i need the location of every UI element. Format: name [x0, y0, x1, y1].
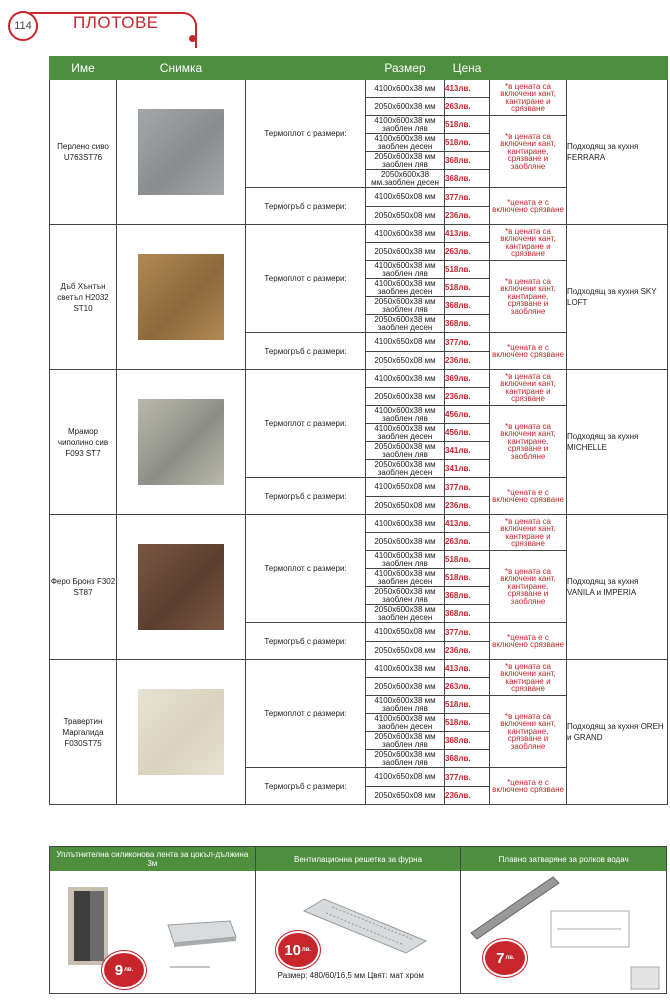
size-cell: 4100x650x08 мм: [366, 768, 445, 787]
price-value: 341: [445, 464, 459, 473]
table-row: [50, 660, 668, 678]
currency: лв.: [458, 573, 471, 582]
currency: лв.: [458, 138, 471, 147]
price-note: *цената е с включено срязване: [490, 768, 567, 805]
price-value: 368: [445, 174, 459, 183]
currency: лв.: [458, 754, 471, 763]
price-cell: [445, 478, 490, 497]
price-cell: [445, 225, 490, 243]
termogrub-label: Термогръб с размери:: [246, 478, 366, 515]
price-note: *в цената са включени кант, кантиране и срязване: [490, 660, 567, 696]
currency: лв.: [458, 392, 471, 401]
accessory-caption: Размер: 480/60/16,5 мм Цвят: мат хром: [277, 971, 424, 980]
price-cell: [445, 515, 490, 533]
size-cell: 2050x600x38 мм заоблен ляв: [366, 587, 445, 605]
price-cell: [445, 551, 490, 569]
currency: лв.: [458, 247, 471, 256]
material-swatch: [138, 399, 224, 485]
price-value: 368: [445, 591, 459, 600]
currency: лв.: [458, 356, 471, 365]
price-cell: [445, 388, 490, 406]
price-value: 236: [445, 791, 459, 800]
price-value: 518: [445, 120, 459, 129]
size-cell: 2050x600x38 мм заоблен ляв: [366, 750, 445, 768]
price-cell: [445, 297, 490, 315]
kitchen-compat: Подходящ за кухня FERRARA: [567, 80, 668, 225]
currency: лв.: [458, 120, 471, 129]
price-value: 368: [445, 156, 459, 165]
col-price: Цена: [445, 57, 490, 80]
size-cell: 2050x600x38 мм заоблен десен: [366, 605, 445, 623]
accessory-title: Плавно затваряне за ролков водач: [461, 847, 666, 871]
page-title: ПЛОТОВЕ: [73, 13, 159, 32]
currency: лв.: [458, 682, 471, 691]
size-cell: 4100x600x38 мм заоблен десен: [366, 714, 445, 732]
product-image: [117, 660, 246, 805]
price-cell: [445, 442, 490, 460]
product-name: Мрамор чиполино сив F093 ST7: [50, 370, 117, 515]
price-value: 377: [445, 192, 459, 202]
price-note: *в цената са включени кант, кантиране и срязване: [490, 225, 567, 261]
price-value: 236: [445, 392, 459, 401]
size-cell: 4100x600x38 мм: [366, 225, 445, 243]
price-cell: [445, 660, 490, 678]
size-cell: 2050x650x08 мм: [366, 642, 445, 660]
price-note: *в цената са включени кант, кантиране и срязване: [490, 370, 567, 406]
price-cell: [445, 152, 490, 170]
price-cell: [445, 98, 490, 116]
size-cell: 4100x650x08 мм: [366, 478, 445, 497]
currency: лв.: [458, 211, 471, 220]
kitchen-compat: Подходящ за кухня VANILA и IMPERIA: [567, 515, 668, 660]
termoplot-label: Термоплот с размери:: [246, 515, 366, 623]
price-cell: [445, 605, 490, 623]
size-cell: 2050x600x38 мм: [366, 533, 445, 551]
price-value: 518: [445, 700, 459, 709]
product-name: Перлено сиво U763ST76: [50, 80, 117, 225]
product-image: [117, 225, 246, 370]
price-value: 236: [445, 646, 459, 655]
price-cell: [445, 569, 490, 587]
currency: лв.: [458, 84, 471, 93]
size-cell: 2050x600x38 мм заоблен ляв: [366, 297, 445, 315]
termogrub-label: Термогръб с размери:: [246, 623, 366, 660]
price-cell: [445, 207, 490, 225]
table-row: [50, 80, 668, 98]
price-cell: [445, 80, 490, 98]
material-swatch: [138, 254, 224, 340]
price-note: *цената е с включено срязване: [490, 188, 567, 225]
product-image: [117, 370, 246, 515]
price-value: 518: [445, 138, 459, 147]
termoplot-label: Термоплот с размери:: [246, 80, 366, 188]
size-cell: 4100x650x08 мм: [366, 333, 445, 352]
accessory-card: [461, 847, 666, 993]
size-cell: 2050x650x08 мм: [366, 497, 445, 515]
price-value: 263: [445, 537, 459, 546]
size-cell: 2050x600x38 мм: [366, 388, 445, 406]
currency: лв.: [458, 609, 471, 618]
price-value: 368: [445, 736, 459, 745]
page-number: 114: [8, 11, 38, 41]
accessory-title: Вентилационна решетка за фурна: [256, 847, 461, 871]
size-cell: 4100x600x38 мм: [366, 660, 445, 678]
price-value: 368: [445, 319, 459, 328]
currency: лв.: [458, 772, 471, 782]
table-row: [50, 515, 668, 533]
price-cell: [445, 170, 490, 188]
price-value: 263: [445, 247, 459, 256]
price-value: 413: [445, 229, 459, 238]
currency: лв.: [458, 736, 471, 745]
price-note: *в цената са включени кант, кантиране и срязване: [490, 80, 567, 116]
price-value: 263: [445, 102, 459, 111]
currency: лв.: [458, 555, 471, 564]
termoplot-label: Термоплот с размери:: [246, 370, 366, 478]
currency: лв.: [458, 319, 471, 328]
price-cell: [445, 116, 490, 134]
size-cell: 2050x650x08 мм: [366, 207, 445, 225]
currency: лв.: [458, 501, 471, 510]
col-note: [490, 57, 567, 80]
price-cell: [445, 188, 490, 207]
currency: лв.: [458, 718, 471, 727]
size-cell: 4100x600x38 мм заоблен десен: [366, 279, 445, 297]
size-cell: 4100x600x38 мм заоблен ляв: [366, 551, 445, 569]
col-type: [246, 57, 366, 80]
currency: лв.: [458, 646, 471, 655]
currency: лв.: [458, 428, 471, 437]
price-value: 341: [445, 446, 459, 455]
size-cell: 4100x600x38 мм заоблен ляв: [366, 261, 445, 279]
size-cell: 2050x600x38 мм заоблен десен: [366, 315, 445, 333]
accessory-card: [50, 847, 256, 993]
price-value: 413: [445, 519, 459, 528]
price-badge: 9 лв.: [102, 951, 146, 989]
price-cell: [445, 134, 490, 152]
kitchen-compat: Подходящ за кухня MICHELLE: [567, 370, 668, 515]
price-cell: [445, 750, 490, 768]
size-cell: 4100x600x38 мм заоблен ляв: [366, 696, 445, 714]
product-name: Травертин Маргалида F030ST75: [50, 660, 117, 805]
currency: лв.: [458, 482, 471, 492]
price-cell: [445, 460, 490, 478]
size-cell: 4100x600x38 мм: [366, 515, 445, 533]
price-value: 369: [445, 374, 459, 383]
termoplot-label: Термоплот с размери:: [246, 225, 366, 333]
material-swatch: [138, 109, 224, 195]
currency: лв.: [458, 627, 471, 637]
price-cell: [445, 315, 490, 333]
header-dot: [189, 35, 196, 42]
price-value: 263: [445, 682, 459, 691]
price-cell: [445, 352, 490, 370]
price-cell: [445, 497, 490, 515]
size-cell: 2050x600x38 мм заоблен ляв: [366, 152, 445, 170]
price-note: *в цената са включени кант, кантиране, срязване и заобляне: [490, 261, 567, 333]
termoplot-label: Термоплот с размери:: [246, 660, 366, 768]
size-cell: 2050x600x38 мм.заоблен десен: [366, 170, 445, 188]
price-cell: [445, 678, 490, 696]
kitchen-compat: Подходящ за кухня SKY LOFT: [567, 225, 668, 370]
size-cell: 2050x600x38 мм заоблен ляв: [366, 442, 445, 460]
currency: лв.: [458, 301, 471, 310]
currency: лв.: [458, 265, 471, 274]
price-cell: [445, 424, 490, 442]
size-cell: 4100x600x38 мм: [366, 80, 445, 98]
product-image: [117, 515, 246, 660]
accessory-card: [256, 847, 462, 993]
price-value: 518: [445, 573, 459, 582]
currency: лв.: [458, 446, 471, 455]
price-cell: [445, 243, 490, 261]
table-header: [50, 57, 668, 80]
product-image: [117, 80, 246, 225]
size-cell: 2050x650x08 мм: [366, 787, 445, 805]
price-cell: [445, 370, 490, 388]
size-cell: 2050x600x38 мм заоблен десен: [366, 460, 445, 478]
price-value: 377: [445, 627, 459, 637]
price-value: 368: [445, 754, 459, 763]
currency: лв.: [458, 283, 471, 292]
termogrub-label: Термогръб с размери:: [246, 188, 366, 225]
material-swatch: [138, 689, 224, 775]
size-cell: 2050x600x38 мм: [366, 98, 445, 116]
size-cell: 2050x600x38 мм: [366, 678, 445, 696]
size-cell: 4100x600x38 мм: [366, 370, 445, 388]
size-cell: 4100x650x08 мм: [366, 188, 445, 207]
price-note: *цената е с включено срязване: [490, 623, 567, 660]
currency: лв.: [458, 337, 471, 347]
price-value: 377: [445, 482, 459, 492]
price-cell: [445, 406, 490, 424]
size-cell: 2050x650x08 мм: [366, 352, 445, 370]
size-cell: 2050x600x38 мм: [366, 243, 445, 261]
price-value: 236: [445, 356, 459, 365]
price-cell: [445, 714, 490, 732]
currency: лв.: [458, 537, 471, 546]
currency: лв.: [458, 410, 471, 419]
price-cell: [445, 768, 490, 787]
price-note: *цената е с включено срязване: [490, 333, 567, 370]
col-name: Име: [50, 57, 117, 80]
price-cell: [445, 732, 490, 750]
price-note: *в цената са включени кант, кантиране, срязване и заобляне: [490, 696, 567, 768]
price-value: 518: [445, 265, 459, 274]
price-value: 377: [445, 772, 459, 782]
currency: лв.: [458, 591, 471, 600]
price-value: 456: [445, 410, 459, 419]
price-cell: [445, 533, 490, 551]
price-value: 236: [445, 501, 459, 510]
silicone-strip-image: [50, 871, 255, 991]
product-name: Феро Бронз F302 ST87: [50, 515, 117, 660]
currency: лв.: [458, 464, 471, 473]
price-cell: [445, 261, 490, 279]
currency: лв.: [458, 374, 471, 383]
size-cell: 4100x600x38 мм заоблен десен: [366, 424, 445, 442]
currency: лв.: [458, 791, 471, 800]
price-value: 518: [445, 718, 459, 727]
currency: лв.: [458, 156, 471, 165]
price-cell: [445, 279, 490, 297]
price-value: 456: [445, 428, 459, 437]
accessory-title: Уплътнителна силиконова лента за цокъл-дължина 3м: [50, 847, 255, 871]
size-cell: 4100x650x08 мм: [366, 623, 445, 642]
price-note: *в цената са включени кант, кантиране, срязване и заобляне: [490, 116, 567, 188]
price-value: 236: [445, 211, 459, 220]
kitchen-compat: Подходящ за кухня OREH и GRAND: [567, 660, 668, 805]
currency: лв.: [458, 192, 471, 202]
price-value: 377: [445, 337, 459, 347]
col-image: Снимка: [117, 57, 246, 80]
price-cell: [445, 623, 490, 642]
price-cell: [445, 787, 490, 805]
currency: лв.: [458, 174, 471, 183]
col-kitchen: [567, 57, 668, 80]
price-value: 368: [445, 609, 459, 618]
currency: лв.: [458, 519, 471, 528]
col-size: Размер: [366, 57, 445, 80]
termogrub-label: Термогръб с размери:: [246, 333, 366, 370]
price-note: *цената е с включено срязване: [490, 478, 567, 515]
price-note: *в цената са включени кант, кантиране, срязване и заобляне: [490, 406, 567, 478]
price-cell: [445, 587, 490, 605]
size-cell: 4100x600x38 мм заоблен десен: [366, 569, 445, 587]
accessories-panel: [49, 846, 667, 994]
price-note: *в цената са включени кант, кантиране, срязване и заобляне: [490, 551, 567, 623]
size-cell: 4100x600x38 мм заоблен ляв: [366, 406, 445, 424]
table-row: [50, 225, 668, 243]
currency: лв.: [458, 229, 471, 238]
size-cell: 2050x600x38 мм заоблен ляв: [366, 732, 445, 750]
size-cell: 4100x600x38 мм заоблен ляв: [366, 116, 445, 134]
size-cell: 4100x600x38 мм заоблен десен: [366, 134, 445, 152]
currency: лв.: [458, 664, 471, 673]
price-value: 413: [445, 84, 459, 93]
price-value: 368: [445, 301, 459, 310]
price-value: 518: [445, 555, 459, 564]
price-cell: [445, 696, 490, 714]
price-note: *в цената са включени кант, кантиране и срязване: [490, 515, 567, 551]
price-badge: 10 лв.: [276, 931, 320, 969]
price-cell: [445, 333, 490, 352]
currency: лв.: [458, 700, 471, 709]
price-value: 518: [445, 283, 459, 292]
price-value: 413: [445, 664, 459, 673]
table-row: [50, 370, 668, 388]
currency: лв.: [458, 102, 471, 111]
material-swatch: [138, 544, 224, 630]
termogrub-label: Термогръб с размери:: [246, 768, 366, 805]
product-name: Дъб Хънтън светъл H2032 ST10: [50, 225, 117, 370]
price-badge: 7 лв.: [483, 939, 527, 977]
countertops-table: [49, 56, 668, 805]
price-cell: [445, 642, 490, 660]
